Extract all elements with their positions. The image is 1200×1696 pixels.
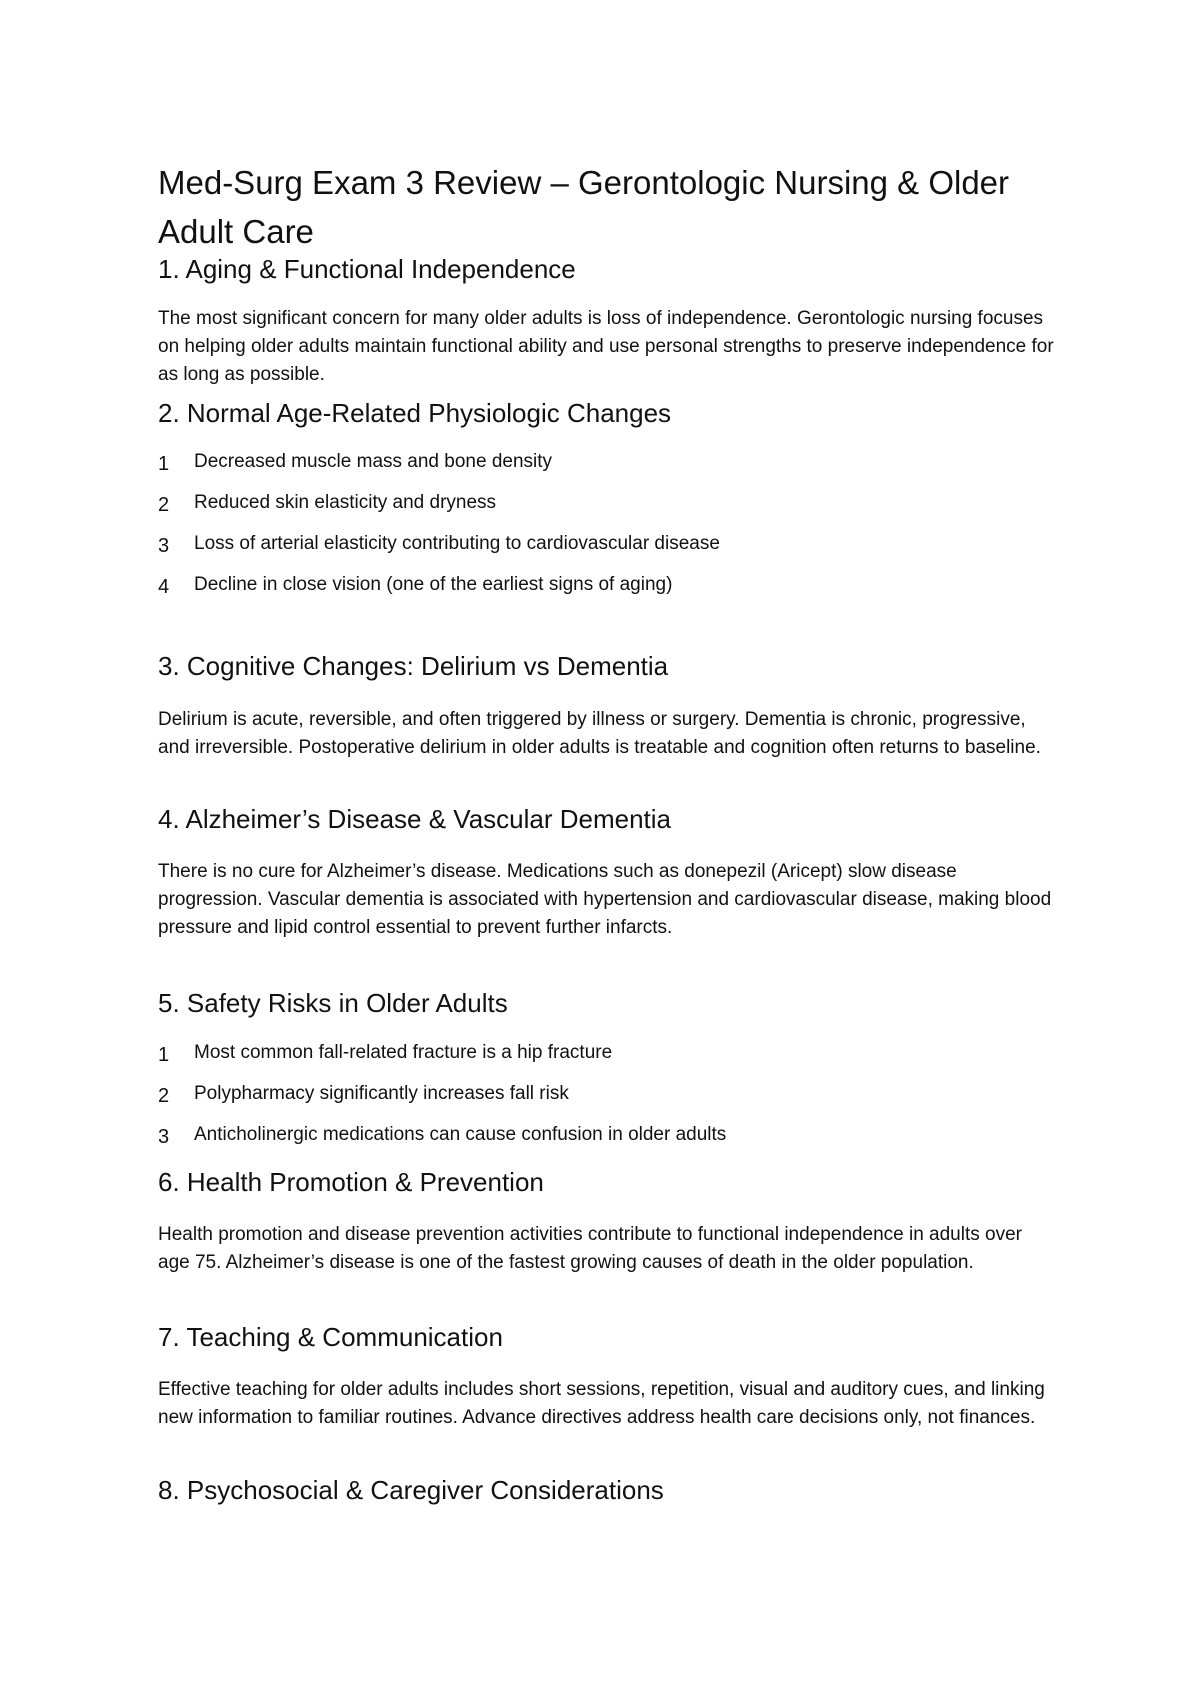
- list-item-text: Anticholinergic medications can cause confusion in older adults: [194, 1124, 727, 1145]
- section-heading-aging: 1. Aging & Functional Independence: [158, 254, 576, 284]
- section-paragraph-teaching: Effective teaching for older adults includes short sessions, repetition, visual and auditory cues, and linking new information to familiar routines. Advance directives address health care decisions only, not finances.: [158, 1379, 1045, 1428]
- physiologic-changes-list: [158, 448, 1058, 612]
- section-paragraph-cognitive-changes: Delirium is acute, reversible, and often triggered by illness or surgery. Dementia is chronic, progressive, and irreversible. Postoperative delirium in older adults is treatable and cognition often returns to baseline.: [158, 709, 1041, 758]
- section-heading-teaching: 7. Teaching & Communication: [158, 1322, 503, 1352]
- list-item-text: Most common fall-related fracture is a hip fracture: [194, 1042, 613, 1063]
- list-item-text: Reduced skin elasticity and dryness: [194, 492, 497, 513]
- section-heading-cognitive-changes: 3. Cognitive Changes: Delirium vs Dementia: [158, 651, 669, 681]
- section-heading-safety-risks: 5. Safety Risks in Older Adults: [158, 988, 508, 1018]
- document-title: Med-Surg Exam 3 Review – Gerontologic Nursing & Older Adult Care: [158, 164, 1010, 250]
- list-item: [158, 571, 1058, 612]
- list-item-number: 3: [158, 535, 170, 557]
- list-item-number: 1: [158, 1044, 170, 1066]
- list-item: [158, 1080, 1058, 1121]
- section-paragraph-aging: The most significant concern for many older adults is loss of independence. Gerontologic nursing focuses on helping older adults maintain functional ability and use personal strengths to preserve independence for as long as possible.: [158, 308, 1054, 385]
- section-heading-health-promotion: 6. Health Promotion & Prevention: [158, 1167, 544, 1197]
- list-item: [158, 448, 1058, 489]
- section-paragraph-alzheimers: There is no cure for Alzheimer’s disease. Medications such as donepezil (Aricept) slow disease progression. Vascular dementia is associated with hypertension and cardiovascular disease, making blood pressure and lipid control essential to prevent further infarcts.: [158, 861, 1052, 938]
- section-heading-psychosocial: 8. Psychosocial & Caregiver Considerations: [158, 1475, 664, 1505]
- list-item-number: 1: [158, 453, 170, 475]
- list-item-text: Polypharmacy significantly increases fall risk: [194, 1083, 569, 1104]
- list-item: [158, 530, 1058, 571]
- section-heading-physiologic-changes: 2. Normal Age-Related Physiologic Changes: [158, 398, 672, 428]
- section-paragraph-health-promotion: Health promotion and disease prevention activities contribute to functional independence in adults over age 75. Alzheimer’s disease is one of the fastest growing causes of death in the older population.: [158, 1224, 1022, 1273]
- list-item: [158, 1039, 1058, 1080]
- list-item-text: Loss of arterial elasticity contributing to cardiovascular disease: [194, 533, 720, 554]
- list-item-number: 3: [158, 1126, 170, 1148]
- list-item-text: Decreased muscle mass and bone density: [194, 451, 553, 472]
- safety-risks-list: [158, 1039, 1058, 1162]
- list-item-number: 4: [158, 576, 170, 598]
- list-item: [158, 489, 1058, 530]
- list-item-number: 2: [158, 1085, 170, 1107]
- list-item-number: 2: [158, 494, 170, 516]
- section-heading-alzheimers: 4. Alzheimer’s Disease & Vascular Dementia: [158, 804, 672, 834]
- list-item-text: Decline in close vision (one of the earliest signs of aging): [194, 574, 673, 595]
- list-item: [158, 1121, 1058, 1162]
